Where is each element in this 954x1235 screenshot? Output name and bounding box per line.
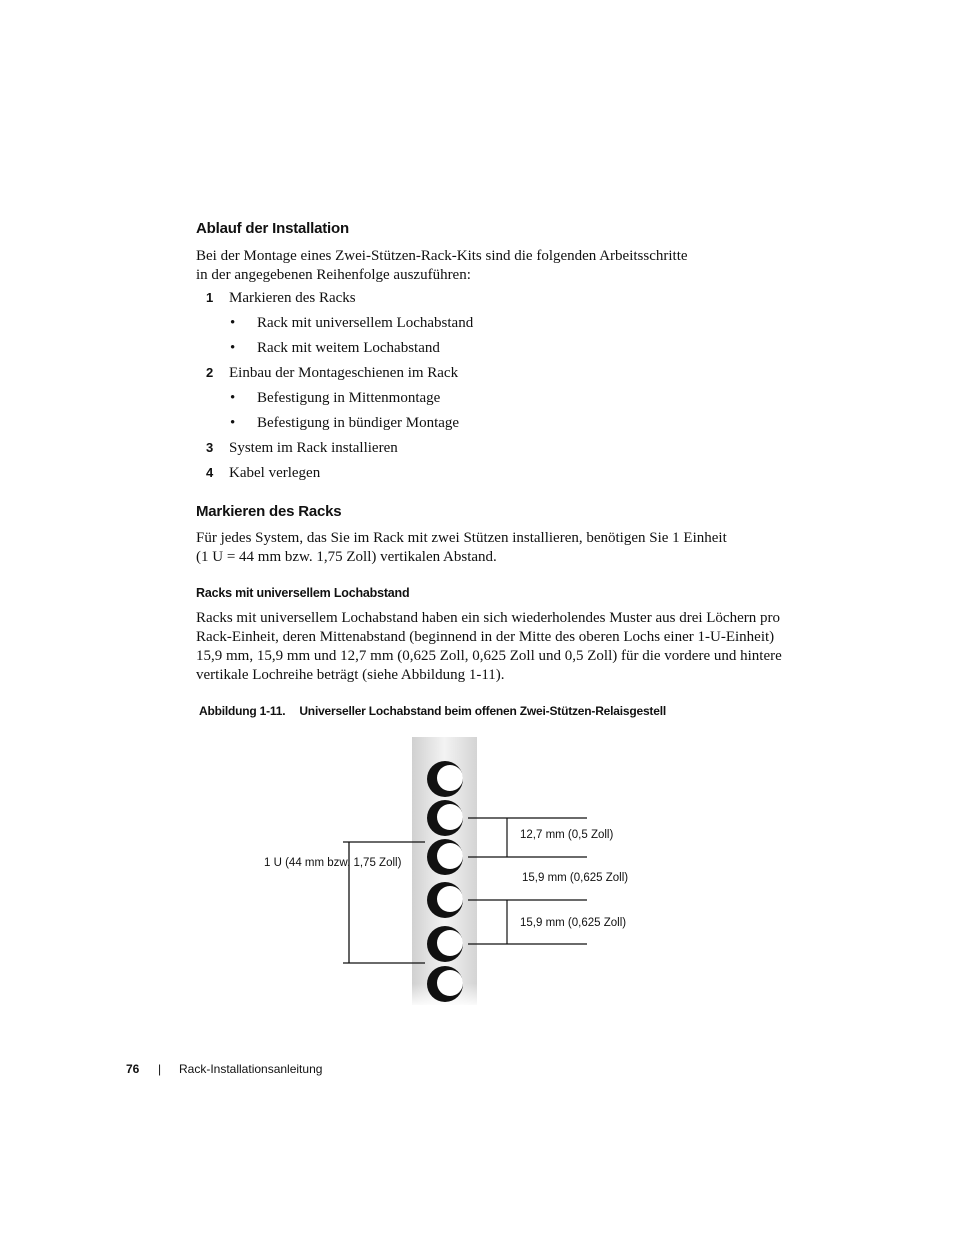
step-3 (206, 440, 398, 457)
universal-line-3: 15,9 mm, 15,9 mm und 12,7 mm (0,625 Zoll, 0,625 Zoll und 0,5 Zoll) für die vordere und hintere (196, 648, 782, 664)
universal-line-4: vertikale Lochreihe beträgt (siehe Abbildung 1-11). (196, 667, 505, 683)
universal-line-2: Rack-Einheit, deren Mittenabstand (beginnend in der Mitte des oberen Lochs einer 1-U-Einheit) (196, 629, 775, 645)
rail-fade (412, 737, 477, 1005)
unit-dimension-marker (343, 842, 425, 963)
intro-line-1: Bei der Montage eines Zwei-Stützen-Rack-Kits sind die folgenden Arbeitsschritte (196, 248, 688, 264)
list-item (230, 415, 459, 432)
bullet-text: Befestigung in bündiger Montage (257, 415, 460, 431)
bullet-text: Rack mit universellem Lochabstand (257, 315, 474, 331)
bullet-icon: • (230, 415, 236, 431)
figure-title: Universeller Lochabstand beim offenen Zwei-Stützen-Relaisgestell (299, 704, 666, 718)
section-heading-installation: Ablauf der Installation (196, 220, 349, 237)
label-1u: 1 U (44 mm bzw. 1,75 Zoll) (264, 857, 402, 869)
section-heading-marking: Markieren des Racks (196, 503, 342, 520)
rack-hole (427, 761, 463, 797)
step-label: Markieren des Racks (229, 290, 356, 306)
step-number: 1 (206, 290, 214, 305)
figure-caption (199, 704, 666, 718)
marking-line-2: (1 U = 44 mm bzw. 1,75 Zoll) vertikalen Abstand. (196, 549, 497, 565)
universal-line-1: Racks mit universellem Lochabstand haben ein sich wiederholendes Muster aus drei Löchern pro (196, 610, 780, 626)
intro-paragraph (196, 247, 816, 285)
rack-hole (427, 926, 463, 962)
footer-doc-title: Rack-Installationsanleitung (179, 1062, 323, 1076)
label-spacing-2: 15,9 mm (0,625 Zoll) (522, 872, 629, 884)
marking-paragraph (196, 529, 816, 567)
bullet-icon: • (230, 315, 236, 331)
bullet-icon: • (230, 340, 236, 356)
list-item (230, 315, 473, 332)
step-label: Einbau der Montageschienen im Rack (229, 365, 459, 381)
intro-line-2: in der angegebenen Reihenfolge auszuführen: (196, 267, 471, 283)
marking-line-1: Für jedes System, das Sie im Rack mit zwei Stützen installieren, benötigen Sie 1 Einheit (196, 530, 727, 546)
bullet-text: Befestigung in Mittenmontage (257, 390, 441, 406)
step-2 (206, 365, 458, 382)
step-number: 2 (206, 365, 214, 380)
footer-separator: | (158, 1062, 162, 1076)
step-4 (206, 465, 320, 482)
step-label: System im Rack installieren (229, 440, 398, 456)
subsection-heading-universal: Racks mit universellem Lochabstand (196, 586, 410, 600)
rack-hole (427, 839, 463, 875)
rack-hole (427, 882, 463, 918)
step-number: 4 (206, 465, 214, 480)
label-spacing-3: 15,9 mm (0,625 Zoll) (520, 917, 627, 929)
bullet-text: Rack mit weitem Lochabstand (257, 340, 440, 356)
figure-number: Abbildung 1-11. (199, 704, 286, 718)
label-spacing-1: 12,7 mm (0,5 Zoll) (520, 829, 614, 841)
bullet-icon: • (230, 390, 236, 406)
step-label: Kabel verlegen (229, 465, 321, 481)
list-item (230, 390, 440, 407)
page-number: 76 (126, 1062, 140, 1076)
list-item (230, 340, 440, 357)
universal-paragraph (196, 609, 836, 685)
rack-hole (427, 966, 463, 1002)
spacing-dimension-lines (468, 818, 587, 944)
rack-rail-post (412, 737, 477, 1005)
rack-hole (427, 800, 463, 836)
step-number: 3 (206, 440, 214, 455)
step-1 (206, 290, 356, 307)
